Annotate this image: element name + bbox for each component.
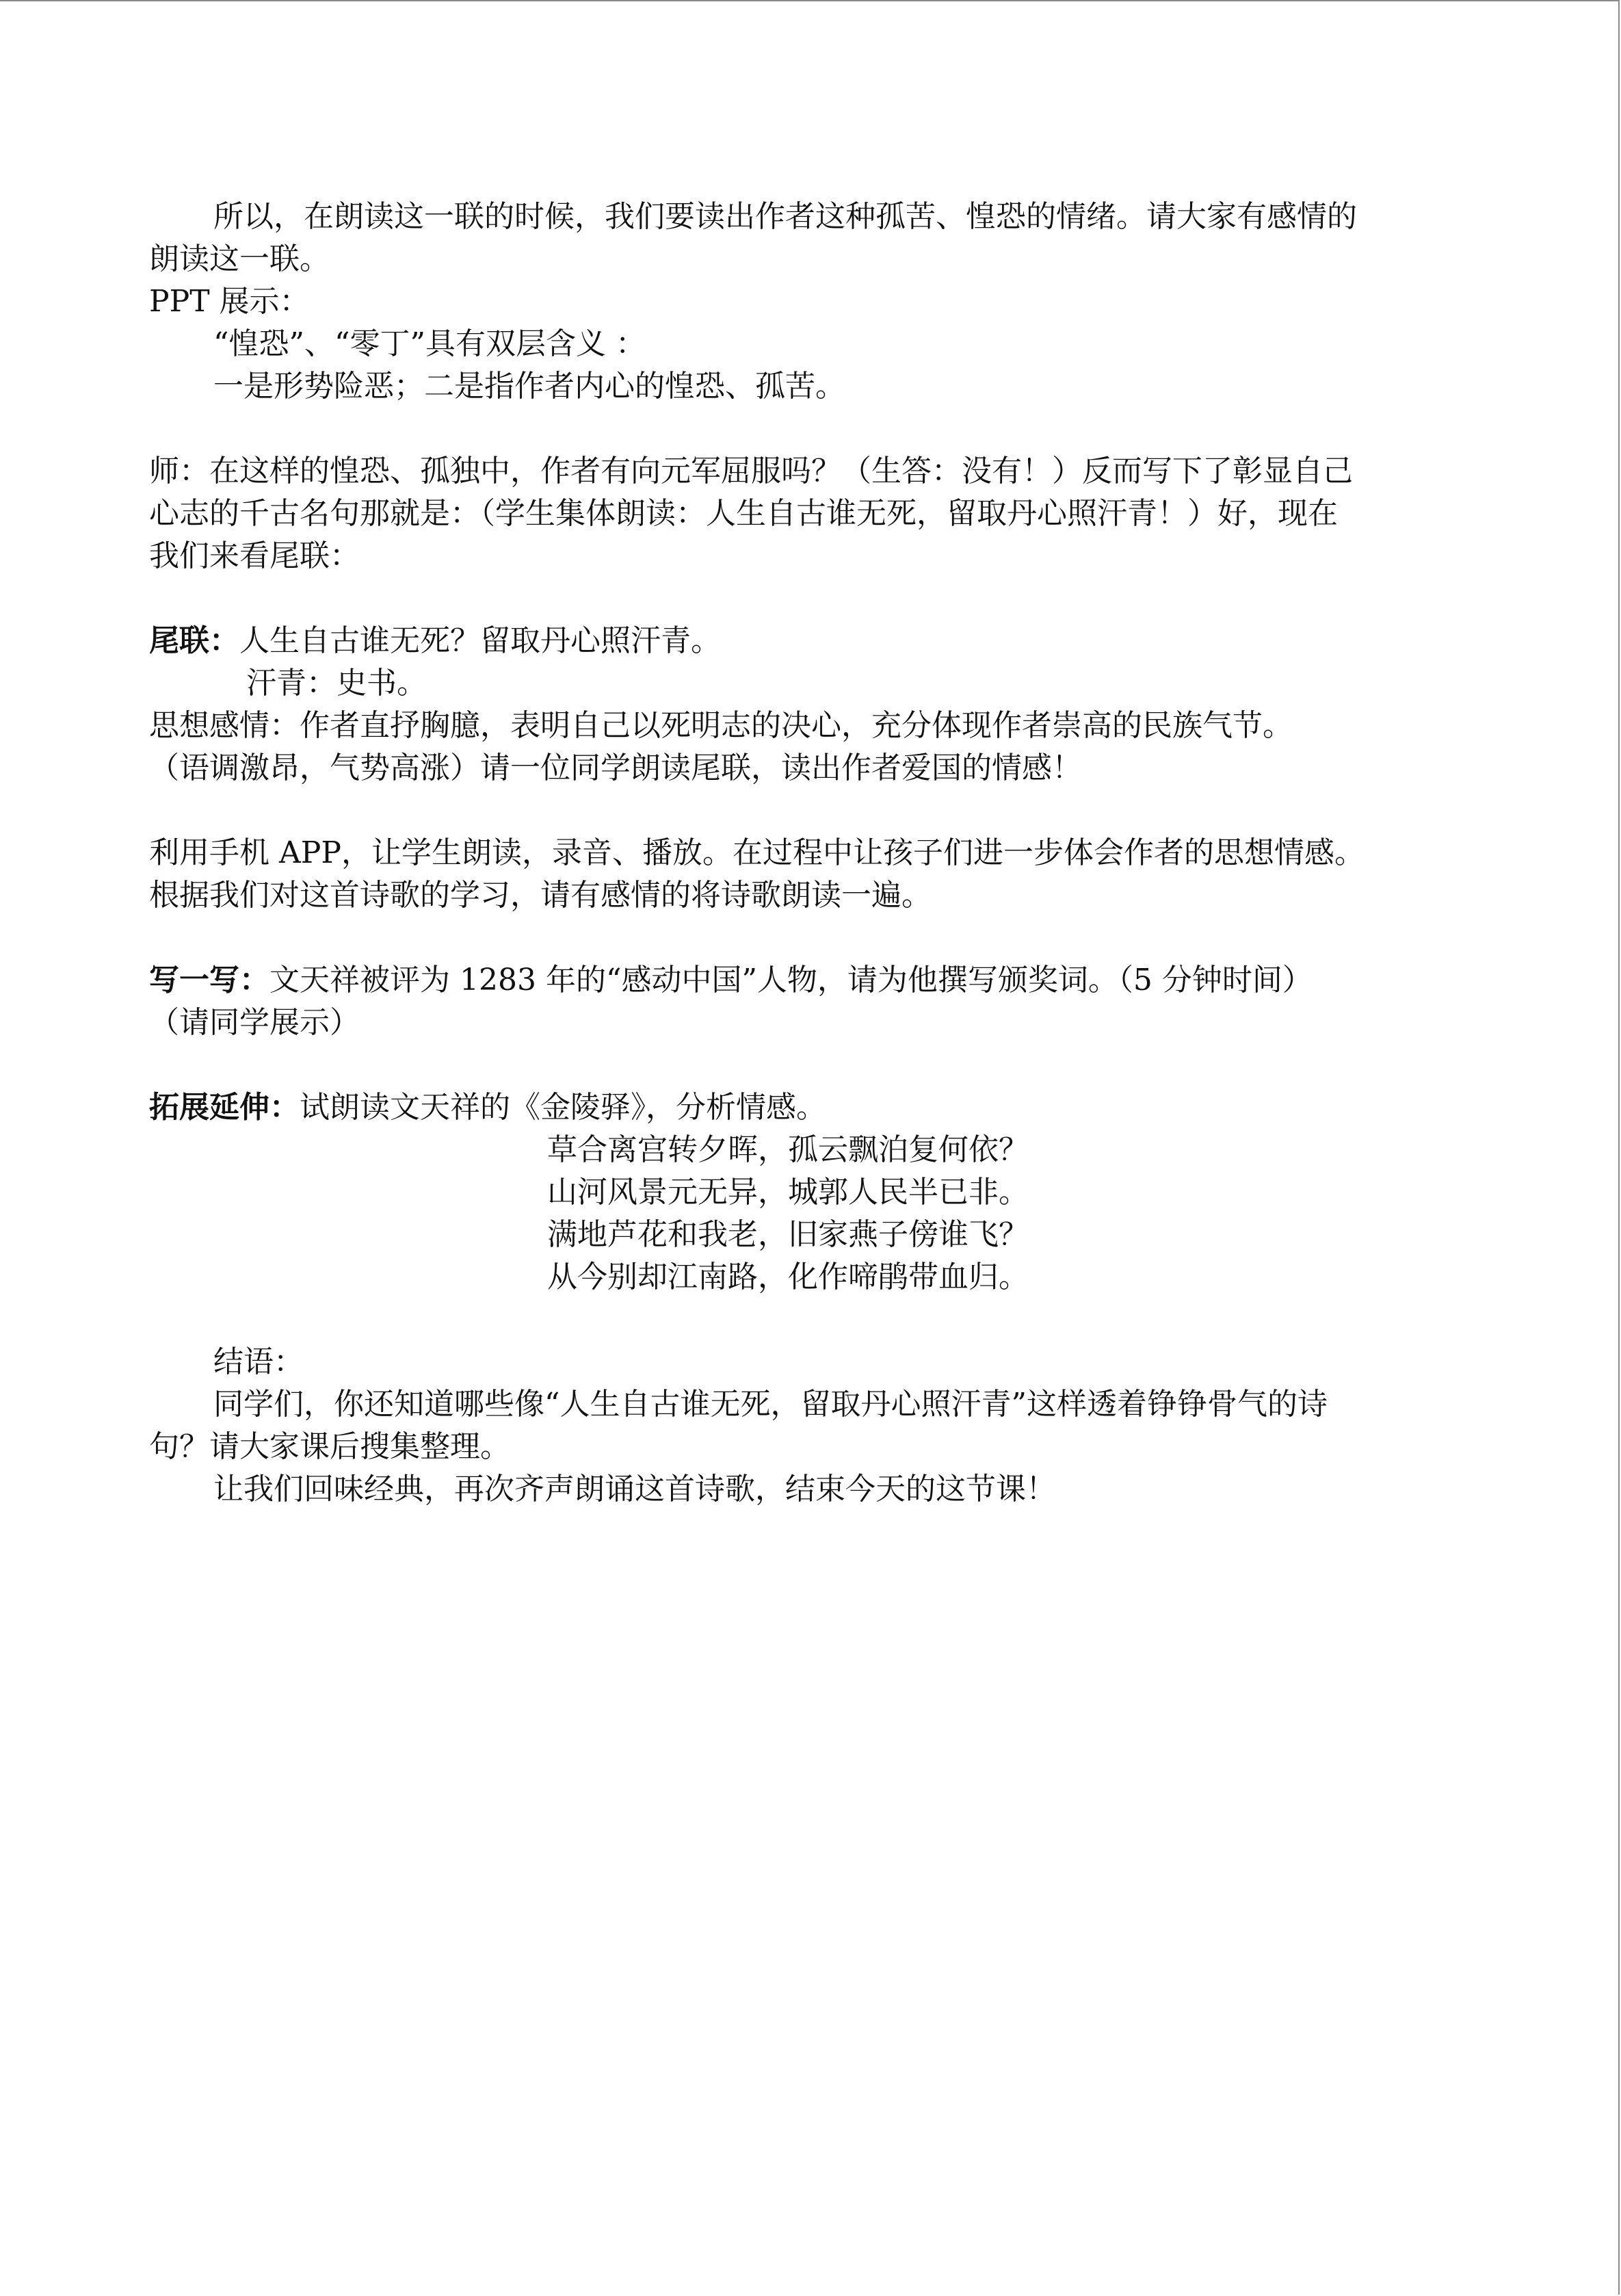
paragraph-line: 所以，在朗读这一联的时候，我们要读出作者这种孤苦、惶恐的情绪。请大家有感情的 [213,199,1357,234]
poem-line: 从今别却江南路，化作啼鹃带血归。 [547,1260,1029,1294]
spacer [149,1044,1462,1086]
weilian-line [149,620,1462,662]
weilian-text: 人生自古谁无死？留取丹心照汗青。 [239,623,721,658]
weilian-instruction: （语调激昂，气势高涨）请一位同学朗读尾联，读出作者爱国的情感！ [149,751,1082,785]
spacer [149,790,1462,832]
write-label: 写一写： [149,963,269,997]
ppt-heading: PPT 展示： [149,284,310,319]
conclusion-line: 同学们，你还知道哪些像“人生自古谁无死，留取丹心照汗青”这样透着铮铮骨气的诗 [213,1387,1328,1422]
write-line [149,959,1462,1002]
document-body [149,196,1462,1511]
conclusion-label: 结语： [213,1344,304,1379]
conclusion-line: 让我们回味经典，再次齐声朗诵这首诗歌，结束今天的这节课！ [213,1472,1056,1506]
spacer [149,577,1462,620]
poem-line: 山河风景元无异，城郭人民半已非。 [547,1175,1029,1210]
spacer [149,1299,1462,1341]
paragraph-line: 朗读这一联。 [149,242,330,276]
ppt-line: “惶恐”、“零丁”具有双层含义 ： [213,326,646,361]
app-line: 利用手机 APP，让学生朗读，录音、播放。在过程中让孩子们进一步体会作者的思想情感。 [149,835,1365,870]
poem-line: 满地芦花和我老，旧家燕子傍谁飞？ [547,1217,1029,1252]
extend-label: 拓展延伸： [149,1090,300,1125]
weilian-note: 汗青：史书。 [246,666,427,701]
conclusion-line: 句？请大家课后搜集整理。 [149,1429,510,1464]
write-text: 文天祥被评为 1283 年的“感动中国”人物，请为他撰写颁奖词。（5 分钟时间） [269,963,1313,997]
weilian-label: 尾联： [149,623,239,658]
app-line: 根据我们对这首诗歌的学习，请有感情的将诗歌朗读一遍。 [149,878,932,913]
weilian-thought: 思想感情：作者直抒胸臆，表明自己以死明志的决心，充分体现作者崇高的民族气节。 [149,708,1293,743]
spacer [149,917,1462,959]
write-line: （请同学展示） [149,1005,360,1040]
spacer [149,408,1462,450]
teacher-line: 师：在这样的惶恐、孤独中，作者有向元军屈服吗？（生答：没有！）反而写下了彰显自己 [149,454,1353,488]
poem-line: 草合离宫转夕晖，孤云飘泊复何依？ [547,1132,1029,1167]
ppt-line: 一是形势险恶；二是指作者内心的惶恐、孤苦。 [213,369,845,404]
extend-text: 试朗读文天祥的《金陵驿》，分析情感。 [300,1090,826,1125]
teacher-line: 心志的千古名句那就是：（学生集体朗读：人生自古谁无死，留取丹心照汗青！）好，现在 [149,496,1338,531]
extend-line [149,1086,1462,1129]
teacher-line: 我们来看尾联： [149,538,360,573]
